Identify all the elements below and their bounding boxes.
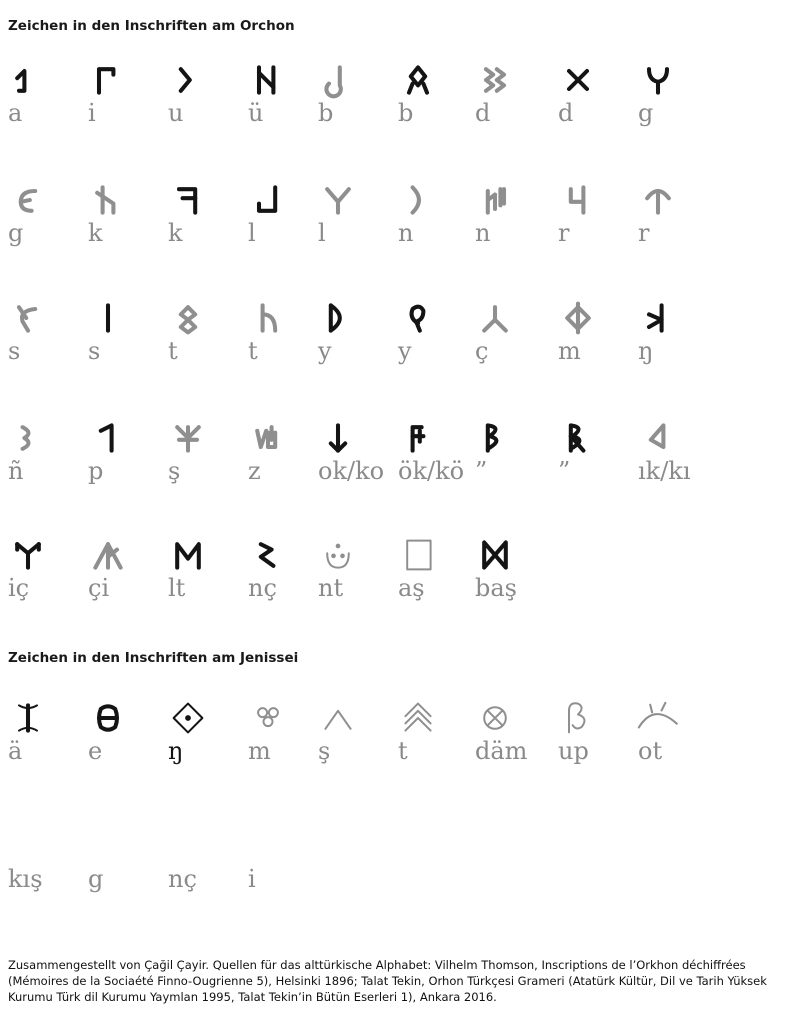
transliteration-label: çi (88, 574, 110, 602)
sign-cell (398, 180, 478, 285)
transliteration-label: däm (475, 737, 528, 765)
transliteration-label: nç (168, 865, 197, 893)
rune-ic-icon (8, 535, 48, 575)
rune-s-back-icon (8, 298, 48, 338)
rune-nt-icon (318, 535, 358, 575)
transliteration-label: ñ (8, 457, 24, 485)
orchon-heading: Zeichen in den Inschriften am Orchon (8, 18, 295, 34)
rune-a-icon (8, 60, 48, 100)
transliteration-label: ök/kö (398, 457, 465, 485)
sign-cell (88, 698, 168, 803)
rune-bas-icon (475, 535, 515, 575)
transliteration-label: ä (8, 737, 23, 765)
sign-cell (318, 418, 398, 523)
sign-cell (248, 698, 331, 803)
rune-r-front-icon (638, 180, 678, 220)
transliteration-label: k (168, 219, 183, 247)
source-note: Zusammengestellt von Çağil Çayir. Quellen für das alttürkische Alphabet: Vilhelm Thomson, Inscriptions de l’Orkhon déchiffrées (Mémoires de la Sociaété Finno-Ougrienne 5), Helsinki 1896; Talat Tekin, Orhon Türkçesi Grameri (Atatürk Kültür, Dil ve Tarih Yüksek Kurumu Türk dil Kurumu Yaymlan 1995, Talat Tekin’in Bütün Eserleri 1), Ankara 2016. (8, 957, 767, 1004)
transliteration-label: ŋ (168, 737, 184, 765)
transliteration-label: d (475, 99, 491, 127)
sign-cell (168, 180, 248, 285)
transliteration-label: ç (475, 337, 489, 365)
rune-d-back-icon (475, 60, 515, 100)
transliteration-label: z (248, 457, 261, 485)
sign-row (0, 418, 803, 523)
transliteration-label: i (88, 99, 96, 127)
sign-cell (88, 535, 168, 640)
sign-cell (88, 418, 168, 523)
transliteration-label: p (88, 457, 104, 485)
transliteration-label: kış (8, 865, 43, 893)
rune-i-jen-icon (248, 826, 288, 866)
sign-cell (398, 698, 478, 803)
sign-cell (168, 698, 248, 803)
transliteration-label: s (8, 337, 21, 365)
sign-cell (8, 418, 88, 523)
sign-cell (475, 698, 555, 803)
transliteration-label: r (638, 219, 650, 247)
transliteration-label: m (558, 337, 581, 365)
sign-row (0, 826, 803, 931)
rune-oek-variant-icon (475, 418, 515, 458)
transliteration-label: i (248, 865, 256, 893)
transliteration-label: ş (168, 457, 181, 485)
rune-g-jen-icon (88, 826, 128, 866)
sign-cell (88, 298, 168, 403)
transliteration-label: nç (248, 574, 277, 602)
rune-y-back-icon (318, 298, 358, 338)
transliteration-label: t (398, 737, 408, 765)
transliteration-label: t (168, 337, 178, 365)
rune-l-back-icon (248, 180, 288, 220)
transliteration-label: ” (558, 457, 571, 485)
sign-cell (248, 826, 328, 931)
transliteration-label: g (8, 219, 24, 247)
sign-cell (398, 418, 478, 523)
sign-cell (88, 60, 168, 165)
rune-b-front-icon (398, 60, 438, 100)
rune-nc-icon (248, 535, 288, 575)
sign-cell (168, 60, 248, 165)
rune-b-back-icon (318, 60, 358, 100)
rune-k-front-icon (168, 180, 208, 220)
transliteration-label: ş (318, 737, 331, 765)
sign-cell (638, 60, 718, 165)
rune-t-front-icon (248, 298, 288, 338)
rune-lt-icon (168, 535, 208, 575)
rune-t-chevrons-icon (398, 698, 438, 738)
rune-u-icon (168, 60, 208, 100)
sign-cell (398, 298, 478, 403)
transliteration-label: b (318, 99, 334, 127)
rune-sh-chevron-icon (318, 698, 358, 738)
sign-row (0, 535, 803, 640)
rune-up-icon (558, 698, 598, 738)
transliteration-label: k (88, 219, 103, 247)
sign-cell (475, 180, 555, 285)
rune-oek-variant-2-icon (558, 418, 598, 458)
rune-t-back-icon (168, 298, 208, 338)
transliteration-label: ü (248, 99, 264, 127)
sign-row (0, 180, 803, 285)
sign-cell (248, 418, 328, 523)
transliteration-label: t (248, 337, 258, 365)
rune-g-front-icon (8, 180, 48, 220)
transliteration-label: r (558, 219, 570, 247)
rune-ot-icon (638, 698, 678, 738)
sign-cell (475, 418, 555, 523)
sign-cell (558, 698, 638, 803)
transliteration-label: ık/kı (638, 457, 691, 485)
sign-cell (398, 60, 478, 165)
rune-m-rings-icon (248, 698, 288, 738)
sign-cell (8, 698, 88, 803)
rune-l-front-icon (318, 180, 358, 220)
rune-p-icon (88, 418, 128, 458)
sign-cell (475, 298, 555, 403)
rune-r-back-icon (558, 180, 598, 220)
sign-row (0, 698, 803, 803)
sign-cell (638, 180, 718, 285)
rune-sh-icon (168, 418, 208, 458)
rune-m-icon (558, 298, 598, 338)
transliteration-label: a (8, 99, 23, 127)
sign-cell (8, 535, 88, 640)
transliteration-label: ŋ (638, 337, 654, 365)
rune-e-icon (88, 698, 128, 738)
sign-cell (638, 698, 718, 803)
rune-ci-icon (88, 535, 128, 575)
transliteration-label: ” (475, 457, 488, 485)
sign-cell (248, 60, 328, 165)
sign-cell (168, 826, 248, 931)
sign-cell (318, 698, 398, 803)
sign-cell (8, 180, 88, 285)
rune-i-icon (88, 60, 128, 100)
transliteration-label: l (248, 219, 256, 247)
rune-z-icon (248, 418, 288, 458)
rune-ue-icon (248, 60, 288, 100)
rune-daem-icon (475, 698, 515, 738)
transliteration-label: iç (8, 574, 30, 602)
rune-g-back-icon (638, 60, 678, 100)
rune-as-icon (398, 535, 438, 575)
rune-k-back-icon (88, 180, 128, 220)
sign-row (0, 298, 803, 403)
rune-s-front-icon (88, 298, 128, 338)
sign-cell (248, 535, 328, 640)
sign-cell (168, 418, 248, 523)
sign-cell (88, 180, 168, 285)
sign-cell (168, 298, 248, 403)
rune-oek-icon (398, 418, 438, 458)
sign-cell (638, 418, 718, 523)
transliteration-label: ot (638, 737, 663, 765)
transliteration-label: e (88, 737, 103, 765)
sign-row (0, 60, 803, 165)
sign-cell (248, 298, 328, 403)
transliteration-label: d (558, 99, 574, 127)
sign-cell (558, 60, 638, 165)
rune-n-front-icon (475, 180, 515, 220)
transliteration-label: l (318, 219, 326, 247)
rune-c-icon (475, 298, 515, 338)
sign-cell (558, 418, 638, 523)
transliteration-label: b (398, 99, 414, 127)
sign-cell (318, 60, 398, 165)
transliteration-label: y (398, 337, 412, 365)
sign-cell (8, 60, 88, 165)
transliteration-label: n (475, 219, 491, 247)
rune-n-back-icon (398, 180, 438, 220)
sign-cell (318, 298, 398, 403)
transliteration-label: baş (475, 574, 517, 602)
sign-cell (8, 826, 88, 931)
rune-ik-icon (638, 418, 678, 458)
sign-cell (88, 826, 168, 931)
sign-cell (318, 180, 398, 285)
sign-cell (398, 535, 478, 640)
transliteration-label: y (318, 337, 332, 365)
rune-y-front-icon (398, 298, 438, 338)
sign-cell (558, 298, 638, 403)
transliteration-label: g (88, 865, 104, 893)
transliteration-label: m (248, 737, 271, 765)
transliteration-label: n (398, 219, 414, 247)
sign-cell (318, 535, 398, 640)
transliteration-label: ok/ko (318, 457, 385, 485)
sign-cell (8, 298, 88, 403)
transliteration-label: up (558, 737, 589, 765)
transliteration-label: u (168, 99, 184, 127)
rune-ny-icon (8, 418, 48, 458)
transliteration-label: lt (168, 574, 186, 602)
transliteration-label: s (88, 337, 101, 365)
rune-ng-diamond-icon (168, 698, 208, 738)
rune-ng-icon (638, 298, 678, 338)
transliteration-label: g (638, 99, 654, 127)
rune-kis-icon (8, 826, 48, 866)
sign-cell (475, 60, 555, 165)
sign-cell (248, 180, 328, 285)
sign-cell (638, 298, 718, 403)
rune-nc-jen-icon (168, 826, 208, 866)
sign-cell (475, 535, 555, 640)
rune-d-front-icon (558, 60, 598, 100)
rune-ok-icon (318, 418, 358, 458)
transliteration-label: nt (318, 574, 344, 602)
transliteration-label: aş (398, 574, 425, 602)
sign-cell (168, 535, 248, 640)
sign-cell (558, 180, 638, 285)
rune-ae-icon (8, 698, 48, 738)
jenissei-heading: Zeichen in den Inschriften am Jenissei (8, 650, 299, 666)
